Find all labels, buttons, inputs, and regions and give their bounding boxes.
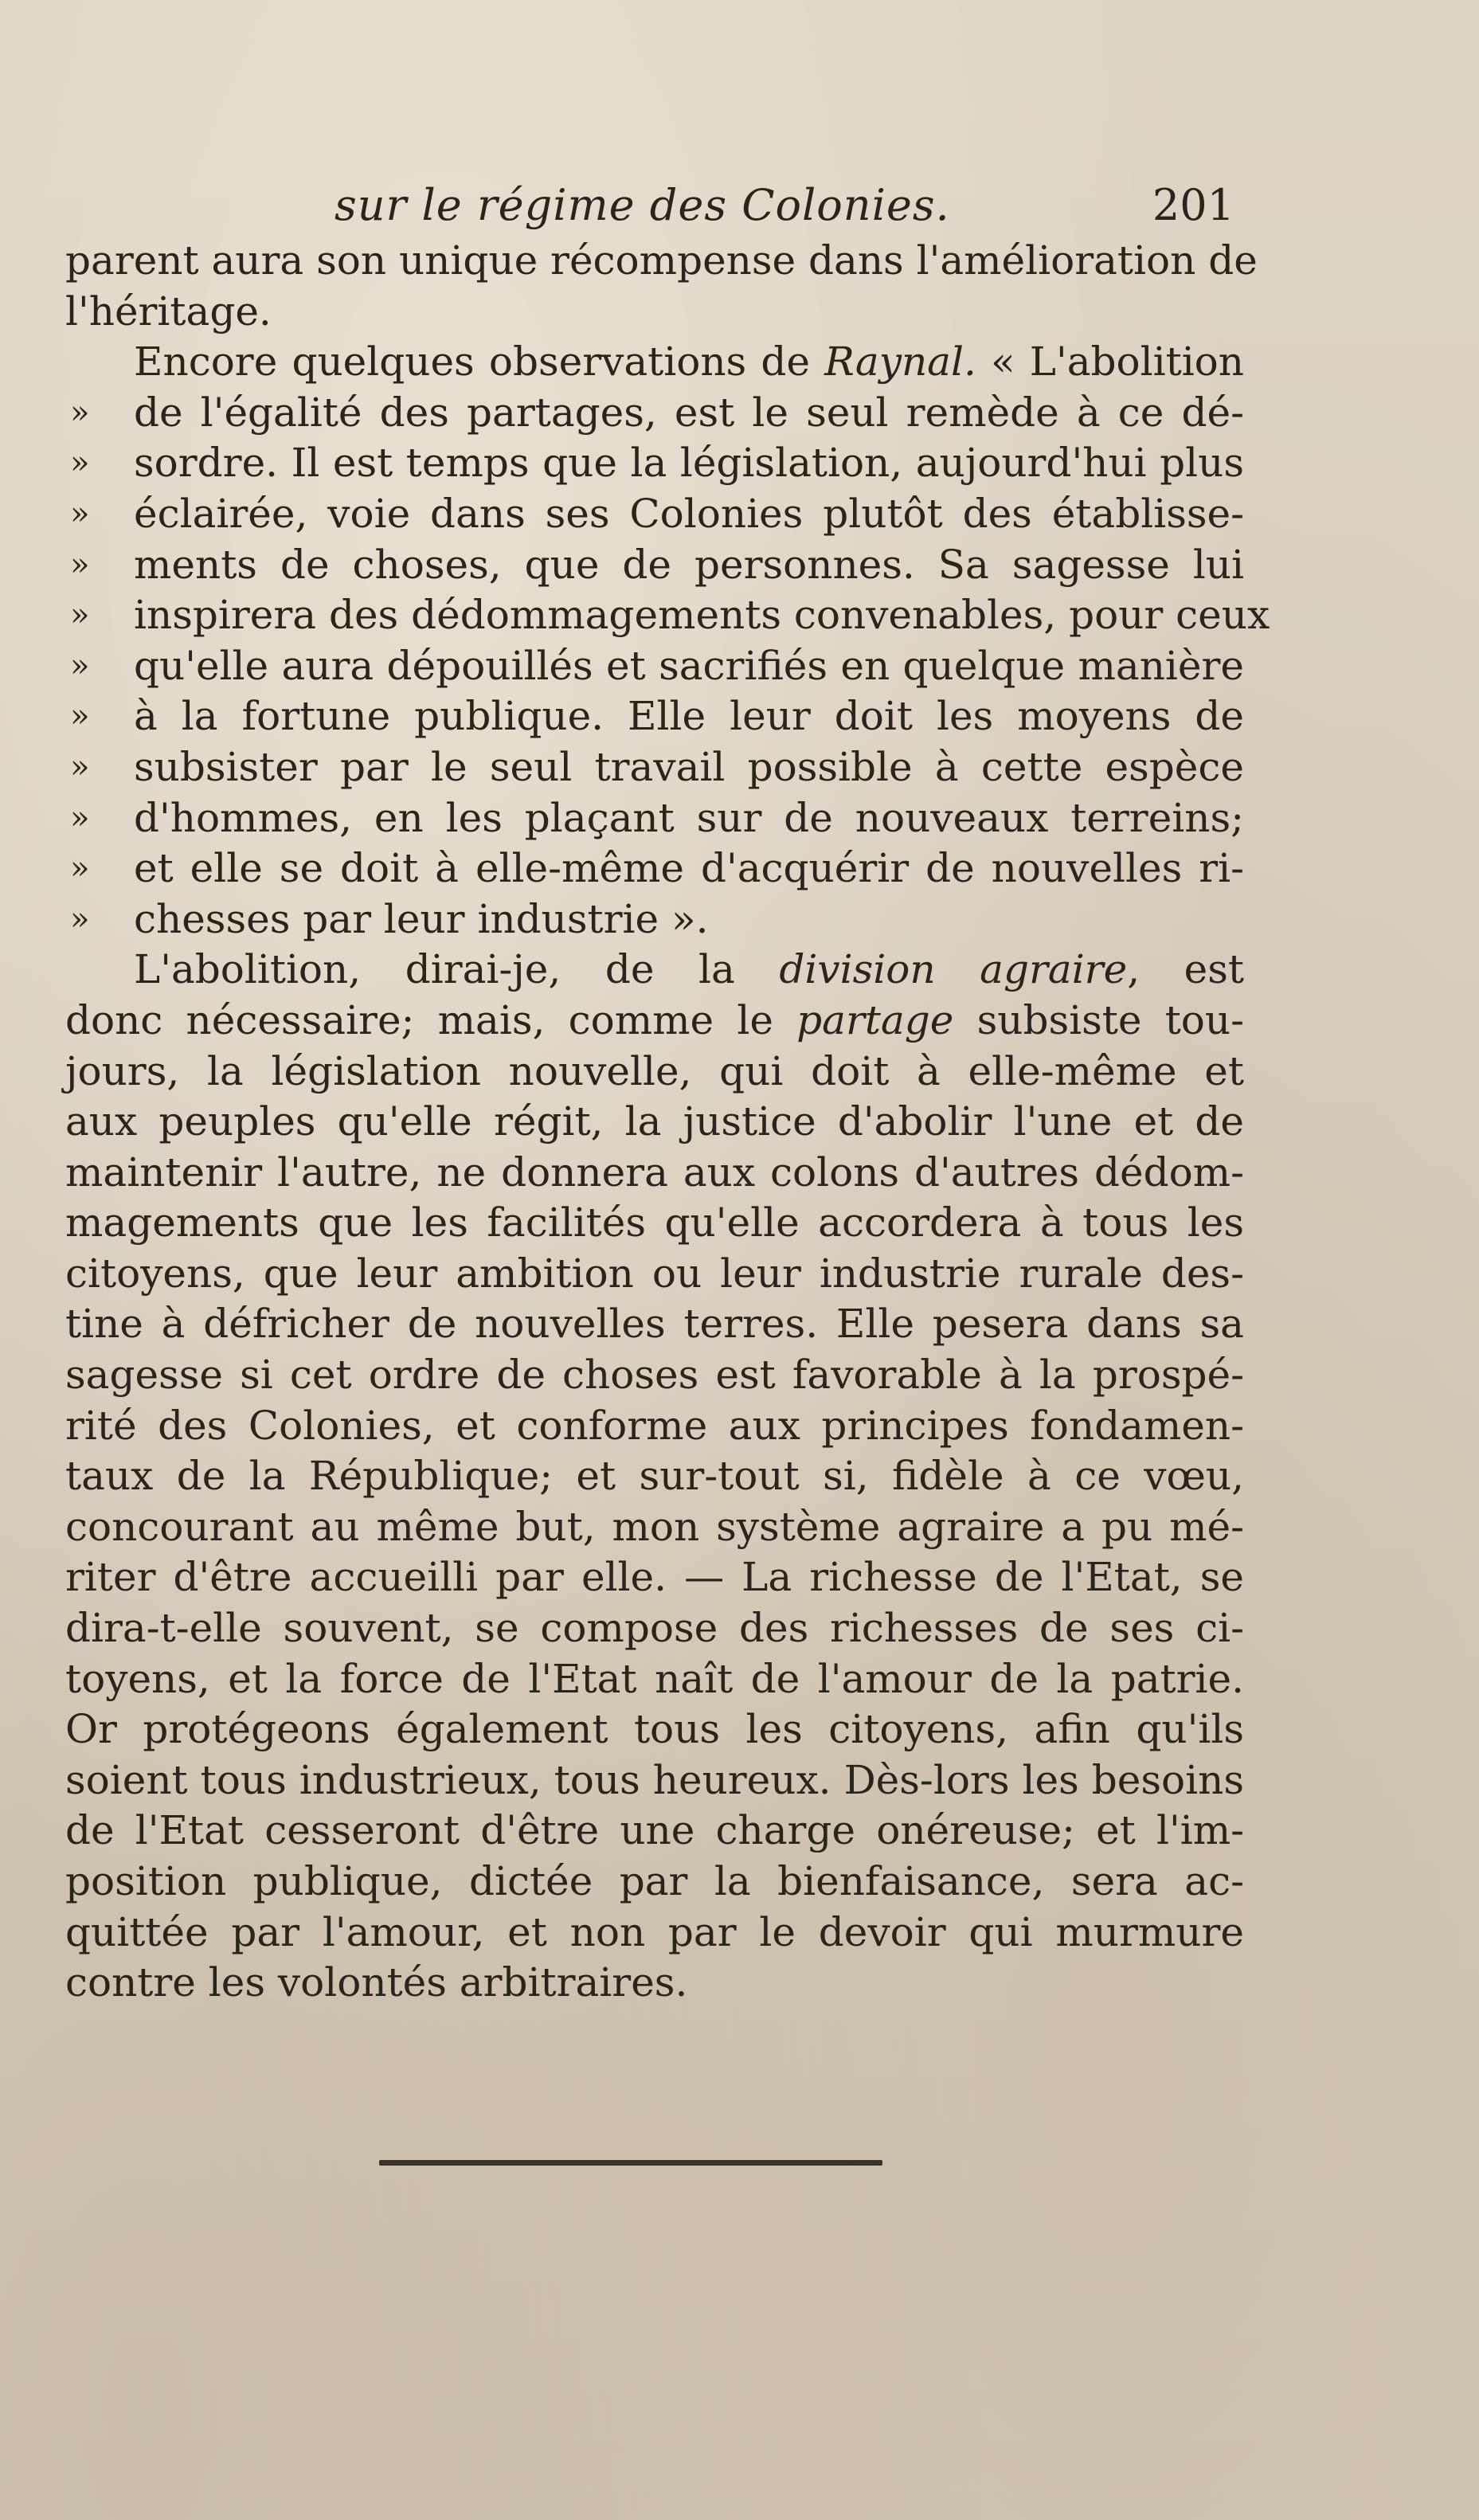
text-line: soient tous industrieux, tous heureux. Dès-lors les besoins xyxy=(65,1756,1244,1803)
author-name: Raynal. xyxy=(824,338,976,385)
quote-mark: » xyxy=(70,393,90,431)
text-line: toyens, et la force de l'Etat naît de l'amour de la patrie. xyxy=(65,1655,1244,1702)
section-divider-rule xyxy=(379,2160,882,2166)
quote-mark: » xyxy=(70,698,90,735)
text-line: parent aura son unique récompense dans l'amélioration de xyxy=(65,237,1258,284)
text-line: de l'Etat cesseront d'être une charge onéreuse; et l'im- xyxy=(65,1807,1244,1854)
italic-term: partage xyxy=(796,996,954,1043)
quote-mark: » xyxy=(70,799,90,836)
quote-mark: » xyxy=(70,444,90,482)
italic-term: division agraire xyxy=(779,946,1128,993)
quote-line: » chesses par leur industrie ». xyxy=(65,894,1244,945)
text-line: rité des Colonies, et conforme aux principes fondamen- xyxy=(65,1402,1244,1449)
text-line: taux de la République; et sur-tout si, fidèle à ce vœu, xyxy=(65,1453,1244,1500)
quote-mark: » xyxy=(70,850,90,887)
text-line: magements que les facilités qu'elle accordera à tous les xyxy=(65,1199,1244,1246)
quote-mark: » xyxy=(70,495,90,532)
text-line: jours, la législation nouvelle, qui doit à elle-même et xyxy=(65,1047,1244,1094)
text-line: contre les volontés arbitraires. xyxy=(65,1959,688,2006)
text-line: citoyens, que leur ambition ou leur industrie rurale des- xyxy=(65,1250,1244,1297)
text-line: sagesse si cet ordre de choses est favorable à la prospé- xyxy=(65,1352,1244,1399)
text-line: tine à défricher de nouvelles terres. Elle pesera dans sa xyxy=(65,1301,1244,1348)
text-line: aux peuples qu'elle régit, la justice d'abolir l'une et de xyxy=(65,1098,1244,1145)
quote-line: » subsister par le seul travail possible à cette espèce xyxy=(65,742,1244,793)
text-line: l'héritage. xyxy=(65,288,272,335)
text-line: position publique, dictée par la bienfaisance, sera ac- xyxy=(65,1858,1244,1904)
text-line: L'abolition, dirai-je, de la division agraire, est xyxy=(134,946,1244,993)
page-number: 201 xyxy=(1152,180,1234,230)
quote-mark: » xyxy=(70,647,90,684)
quote-mark: » xyxy=(70,900,90,937)
quote-line: » qu'elle aura dépouillés et sacrifiés en quelque manière xyxy=(65,641,1244,692)
quote-line: » à la fortune publique. Elle leur doit les moyens de xyxy=(65,691,1244,742)
text-line: maintenir l'autre, ne donnera aux colons d'autres dédom- xyxy=(65,1148,1244,1195)
running-head xyxy=(72,180,1234,244)
running-title: sur le régime des Colonies. xyxy=(335,180,950,230)
text-line: dira-t-elle souvent, se compose des richesses de ses ci- xyxy=(65,1605,1244,1652)
quote-mark: » xyxy=(70,597,90,634)
text-line: Encore quelques observations de Raynal. « L'abolition xyxy=(134,338,1244,385)
text-line: concourant au même but, mon système agraire a pu mé- xyxy=(65,1503,1244,1550)
quote-line: » ments de choses, que de personnes. Sa sagesse lui xyxy=(65,540,1244,591)
quote-line: » d'hommes, en les plaçant sur de nouveaux terreins; xyxy=(65,793,1244,844)
quote-line: » sordre. Il est temps que la législation, aujourd'hui plus xyxy=(65,438,1244,489)
quote-line: » de l'égalité des partages, est le seul remède à ce dé- xyxy=(65,388,1244,439)
quote-line: » et elle se doit à elle-même d'acquérir de nouvelles ri- xyxy=(65,843,1244,894)
text-line: riter d'être accueilli par elle. — La richesse de l'Etat, se xyxy=(65,1554,1244,1601)
quote-line: » inspirera des dédommagements convenables, pour ceux xyxy=(65,590,1244,641)
text-line: donc nécessaire; mais, comme le partage subsiste tou- xyxy=(65,996,1244,1043)
quote-line: » éclairée, voie dans ses Colonies plutôt des établisse- xyxy=(65,489,1244,540)
text-line: quittée par l'amour, et non par le devoir qui murmure xyxy=(65,1908,1244,1955)
text-line: Or protégeons également tous les citoyens, afin qu'ils xyxy=(65,1706,1244,1753)
quote-mark: » xyxy=(70,748,90,785)
body-text xyxy=(65,236,1270,2009)
quote-mark: » xyxy=(70,546,90,583)
